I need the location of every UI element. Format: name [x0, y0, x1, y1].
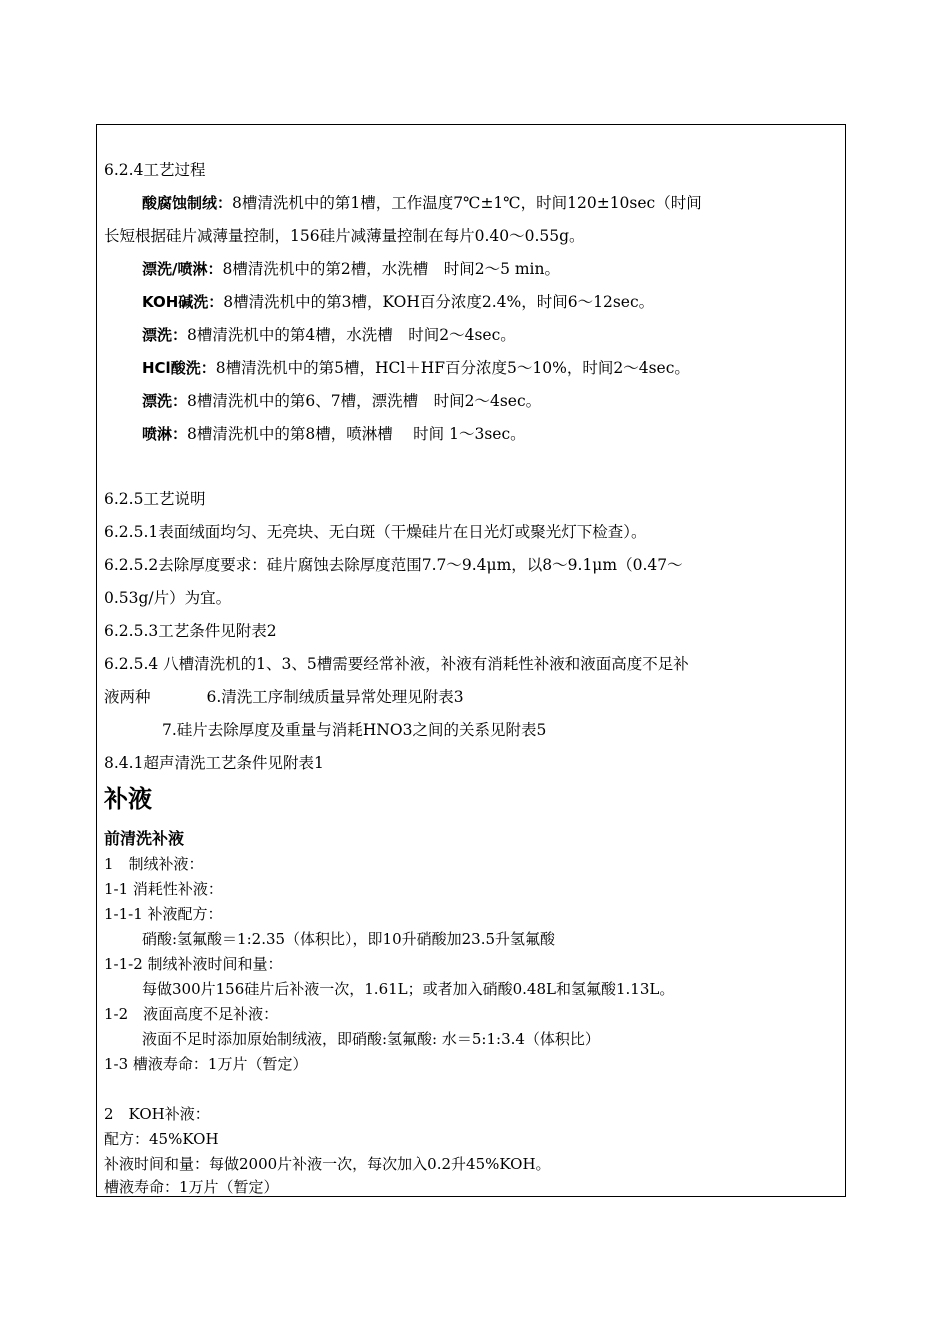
- note-6-2-5-4: 6.2.5.4 八槽清洗机的1、3、5槽需要经常补液，补液有消耗性补液和液面高度不足补: [104, 655, 689, 673]
- note-8-4-1: 8.4.1超声清洗工艺条件见附表1: [104, 754, 324, 772]
- step-rinse-1: [142, 325, 516, 345]
- step-text: 8槽清洗机中的第8槽，喷淋槽 时间 1～3sec。: [187, 425, 526, 443]
- supply-1-2-detail: 液面不足时添加原始制绒液，即硝酸:氢氟酸: 水＝5:1:3.4（体积比）: [142, 1030, 600, 1048]
- note-6-2-5-3: 6.2.5.3工艺条件见附表2: [104, 622, 277, 640]
- step-label: 喷淋：: [142, 425, 188, 443]
- step-text: 8槽清洗机中的第6、7槽，漂洗槽 时间2～4sec。: [187, 392, 542, 410]
- step-text: 8槽清洗机中的第4槽，水洗槽 时间2～4sec。: [187, 326, 516, 344]
- step-text: 8槽清洗机中的第3槽，KOH百分浓度2.4%，时间6～12sec。: [223, 293, 655, 311]
- supply-2-amount: 补液时间和量：每做2000片补液一次，每次加入0.2升45%KOH。: [104, 1155, 551, 1173]
- supply-2-formula: 配方：45%KOH: [104, 1130, 219, 1148]
- note-text: 6.清洗工序制绒质量异常处理见附表3: [206, 688, 464, 706]
- section-6-2-4-title: 6.2.4工艺过程: [104, 161, 206, 179]
- note-6-2-5-1: 6.2.5.1表面绒面均匀、无亮块、无白斑（干燥硅片在日光灯或聚光灯下检查）。: [104, 523, 647, 541]
- supply-1: 1 制绒补液：: [104, 855, 204, 873]
- step-text: 8槽清洗机中的第2槽，水洗槽 时间2～5 min。: [222, 260, 560, 278]
- supply-2-life: 槽液寿命：1万片（暂定）: [104, 1178, 279, 1196]
- note-6-2-5-4-cont: [104, 687, 464, 707]
- section-6-2-5-title: 6.2.5工艺说明: [104, 490, 206, 508]
- supply-heading: 补液: [104, 785, 152, 813]
- step-label: 酸腐蚀制绒：: [142, 194, 233, 212]
- step-label: 漂洗：: [142, 392, 188, 410]
- note-6-2-5-2: 6.2.5.2去除厚度要求：硅片腐蚀去除厚度范围7.7～9.4μm，以8～9.1μm（0.47～: [104, 556, 683, 574]
- step-label: HCl酸洗：: [142, 359, 216, 377]
- supply-1-1: 1-1 消耗性补液：: [104, 880, 223, 898]
- supply-1-2: 1-2 液面高度不足补液：: [104, 1005, 279, 1023]
- step-label: KOH碱洗：: [142, 293, 224, 311]
- step-label: 漂洗/喷淋：: [142, 260, 223, 278]
- pre-clean-supply-subheading: 前清洗补液: [104, 829, 185, 848]
- step-acid-texturing-cont: 长短根据硅片减薄量控制，156硅片减薄量控制在每片0.40～0.55g。: [104, 227, 585, 245]
- supply-1-1-2-amount: 每做300片156硅片后补液一次，1.61L；或者加入硝酸0.48L和氢氟酸1.13L。: [142, 980, 675, 998]
- note-6-2-5-2-cont: 0.53g/片）为宜。: [104, 589, 232, 607]
- step-koh-wash: [142, 292, 654, 312]
- supply-1-3: 1-3 槽液寿命：1万片（暂定）: [104, 1055, 308, 1073]
- step-text: 8槽清洗机中的第5槽，HCl＋HF百分浓度5～10%，时间2～4sec。: [215, 359, 690, 377]
- supply-1-1-1: 1-1-1 补液配方：: [104, 905, 223, 923]
- step-hcl-wash: [142, 358, 690, 378]
- supply-2: 2 KOH补液：: [104, 1105, 210, 1123]
- supply-1-1-1-formula: 硝酸:氢氟酸＝1:2.35（体积比），即10升硝酸加23.5升氢氟酸: [142, 930, 556, 948]
- step-rinse-spray: [142, 259, 560, 279]
- step-text: 8槽清洗机中的第1槽，工作温度7℃±1℃，时间120±10sec（时间: [232, 194, 702, 212]
- supply-1-1-2: 1-1-2 制绒补液时间和量：: [104, 955, 283, 973]
- note-7: 7.硅片去除厚度及重量与消耗HNO3之间的关系见附表5: [162, 721, 547, 739]
- step-rinse-2: [142, 391, 541, 411]
- note-text: 液两种: [104, 688, 151, 706]
- step-label: 漂洗：: [142, 326, 188, 344]
- step-spray: [142, 424, 526, 444]
- step-acid-texturing: [142, 193, 702, 213]
